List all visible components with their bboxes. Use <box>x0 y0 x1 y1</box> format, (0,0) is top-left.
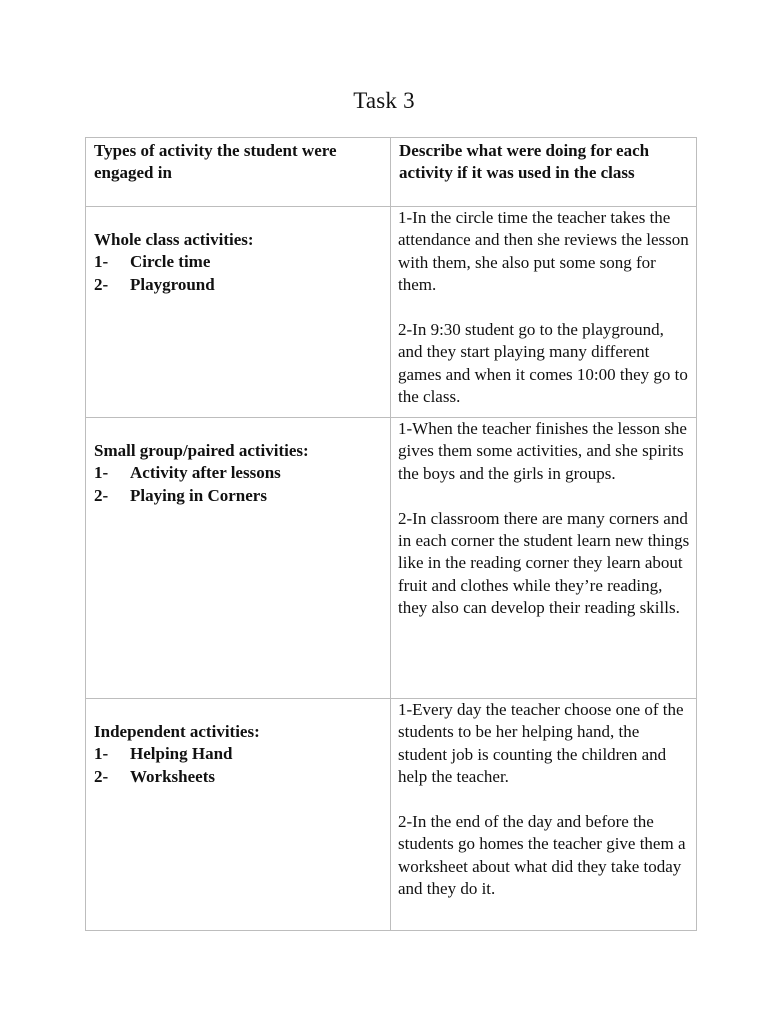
item-label: Worksheets <box>130 766 215 786</box>
document-title: Task 3 <box>353 88 415 113</box>
activity-description-cell <box>391 207 697 418</box>
activity-category: Whole class activities: <box>94 230 254 249</box>
table-row <box>86 207 697 418</box>
activity-category: Independent activities: <box>94 722 260 741</box>
activity-item <box>94 743 382 765</box>
item-number: 1- <box>94 744 109 764</box>
header-activity-types: Types of activity the student were engaged in <box>86 138 391 207</box>
item-number: 2- <box>94 274 109 294</box>
item-label: Playground <box>130 274 215 294</box>
item-number: 2- <box>94 485 109 505</box>
table-row <box>86 699 697 931</box>
description-paragraph: 1-Every day the teacher choose one of the students to be her helping hand, the student job is counting the children and help the teacher. <box>398 700 684 787</box>
activity-item <box>94 251 382 273</box>
description-paragraph: 2-In classroom there are many corners and in each corner the student learn new things like in the reading corner they learn about fruit and clothes while they’re reading, they also can develop their reading skills. <box>398 508 690 618</box>
description-paragraph: 2-In the end of the day and before the students go homes the teacher give them a worksheet about what did they take today and they do it. <box>398 812 686 899</box>
activity-type-cell <box>86 699 391 931</box>
item-label: Circle time <box>130 252 211 272</box>
description-paragraph: 1-In the circle time the teacher takes the attendance and then she reviews the lesson with them, she also put some song for them. <box>398 208 689 295</box>
item-number: 2- <box>94 766 109 786</box>
description-paragraph: 1-When the teacher finishes the lesson she gives them some activities, and she spirits the boys and the girls in groups. <box>398 419 687 483</box>
item-number: 1- <box>94 463 109 483</box>
description-paragraph: 2-In 9:30 student go to the playground, and they start playing many different games and when it comes 10:00 they go to the class. <box>398 320 688 407</box>
activity-item <box>94 274 382 296</box>
activity-type-cell <box>86 207 391 418</box>
table-header-row <box>86 138 697 207</box>
activity-type-cell <box>86 418 391 699</box>
header-activity-descriptions: Describe what were doing for each activity if it was used in the class <box>391 138 697 207</box>
table-row <box>86 418 697 699</box>
activity-table <box>85 137 697 931</box>
activity-item <box>94 485 382 507</box>
activity-item <box>94 766 382 788</box>
activity-category: Small group/paired activities: <box>94 441 309 460</box>
activity-description-cell <box>391 418 697 699</box>
item-label: Helping Hand <box>130 744 233 764</box>
item-label: Activity after lessons <box>130 463 281 483</box>
activity-item <box>94 462 382 484</box>
item-label: Playing in Corners <box>130 485 267 505</box>
item-number: 1- <box>94 252 109 272</box>
activity-description-cell <box>391 699 697 931</box>
